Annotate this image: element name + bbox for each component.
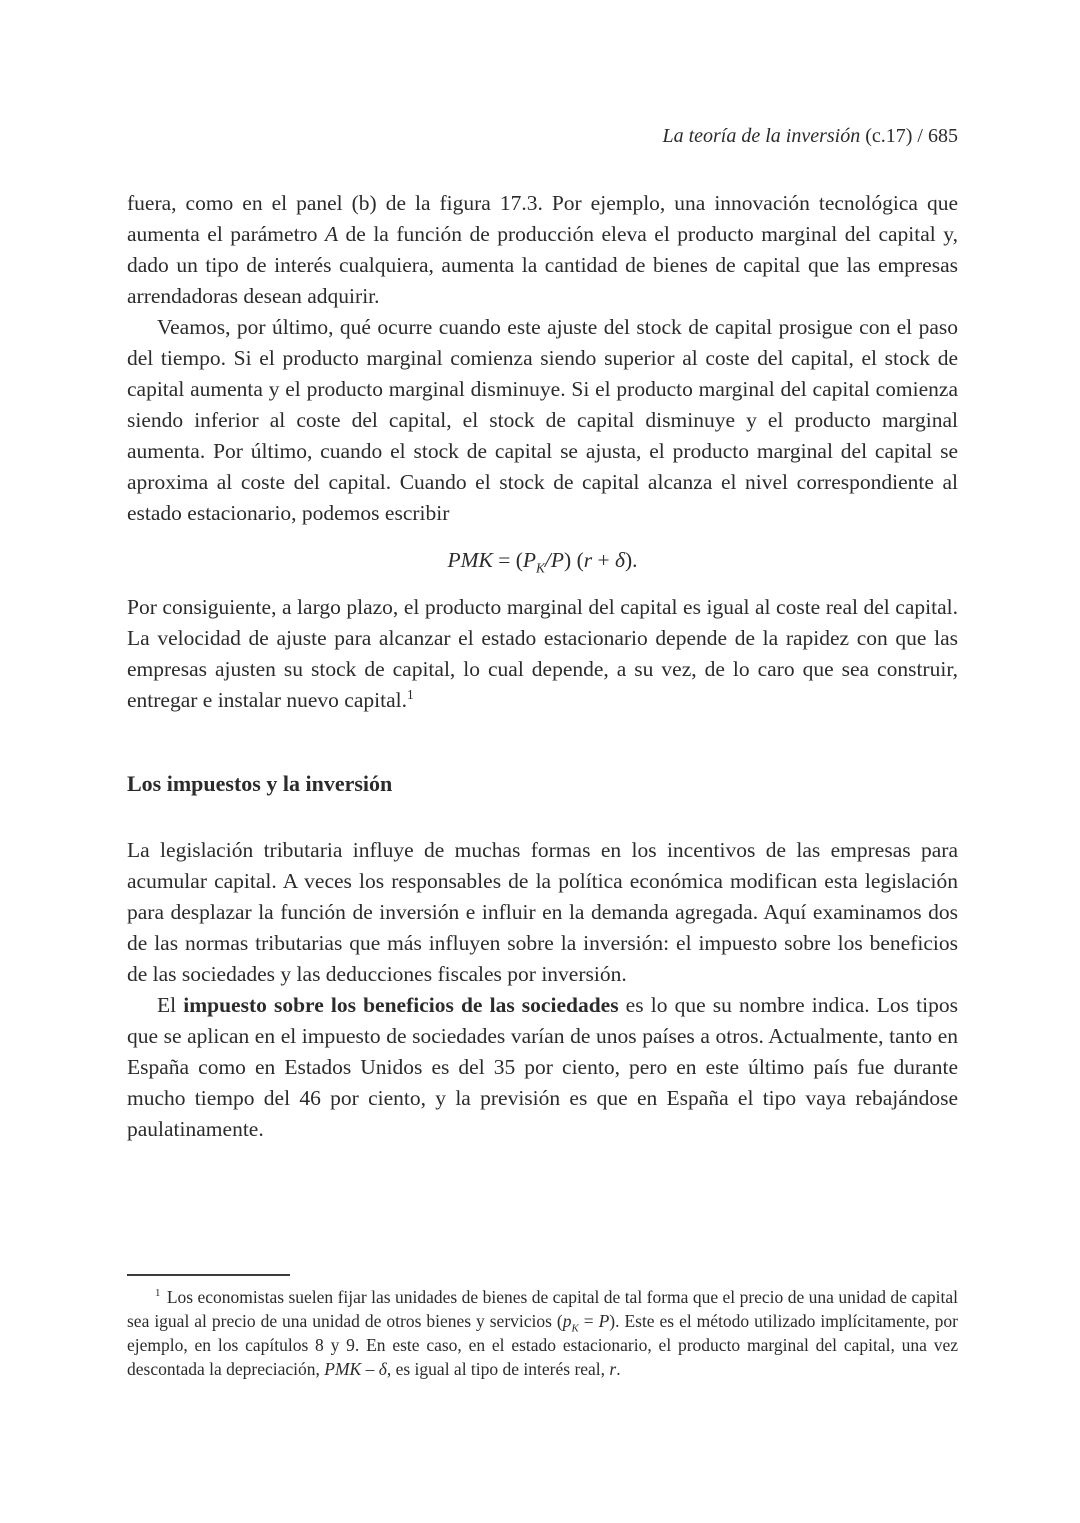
footnote-body (127, 1287, 958, 1379)
text-segment: fuera, como en el panel (b) de la figura 17.3. Por ejemplo, una innovación tecnológica que aumenta el parámetro (127, 191, 958, 246)
text-segment: δ (378, 1359, 387, 1379)
text-segment: p (562, 1311, 572, 1331)
text-segment: Por consiguiente, a largo plazo, el producto marginal del capital es igual al coste real del capital. La velocidad de ajuste para alcanzar el estado estacionario depende de la rapidez con que las empresas ajusten su stock de capital, lo cual depende, a su vez, de lo caro que sea construir, entregar e instalar nuevo capital. (127, 595, 958, 712)
footnote-text (127, 1285, 958, 1381)
paragraph-4 (127, 835, 958, 990)
text-segment: impuesto sobre los beneficios de las sociedades (183, 993, 619, 1017)
text-segment: de la función de producción eleva el producto marginal del capital y, dado un tipo de interés cualquiera, aumenta la cantidad de bienes de capital que las empresas arrendadoras desean adquirir. (127, 222, 958, 308)
text-segment: , es igual al tipo de interés real, (386, 1359, 610, 1379)
text-segment: PMK (447, 548, 493, 572)
running-header (127, 123, 958, 149)
text-segment: PMK (324, 1359, 362, 1379)
text-segment: A (324, 222, 339, 246)
footnote (127, 1274, 958, 1381)
text-segment: es lo que su nombre indica. Los tipos que se aplican en el impuesto de sociedades varían de unos países a otros. Actualmente, tanto en España como en Estados Unidos es del 35 por ciento, pero en este último país fue durante mucho tiempo del 46 por ciento, y la previsión es que en España el tipo vaya rebajándose paulatinamente. (127, 993, 958, 1141)
text-segment: Los economistas suelen fijar las unidades de bienes de capital de tal forma que el precio de una unidad de capital sea igual al precio de una unidad de otros bienes y servicios ( (127, 1287, 958, 1331)
text-segment: – (361, 1359, 379, 1379)
text-segment: = (578, 1311, 599, 1331)
text-segment: ). (625, 548, 638, 572)
running-header-title: La teoría de la inversión (662, 125, 861, 147)
text-segment: ) ( (564, 548, 584, 572)
running-header-page-number: (c.17) / 685 (860, 125, 958, 147)
section-heading: Los impuestos y la inversión (127, 771, 393, 796)
text-segment: δ (615, 548, 625, 572)
paragraph-3 (127, 592, 958, 716)
paragraph-2 (127, 312, 958, 529)
text-segment: Veamos, por último, qué ocurre cuando este ajuste del stock de capital prosigue con el paso del tiempo. Si el producto marginal comienza siendo superior al coste del capital, el stock de capital aumenta y el producto marginal disminuye. Si el producto marginal del capital comienza siendo inferior al coste del capital, el stock de capital disminuye y el producto marginal aumenta. Por último, cuando el stock de capital se ajusta, el producto marginal del capital se aproxima al coste del capital. Cuando el stock de capital alcanza el nivel correspondiente al estado estacionario, podemos escribir (127, 315, 958, 525)
page-body (127, 188, 958, 1145)
text-segment: P (598, 1311, 610, 1331)
text-segment: K (536, 560, 545, 576)
text-segment: r (609, 1359, 617, 1379)
text-segment: P (522, 548, 537, 572)
paragraph-1 (127, 188, 958, 312)
text-segment: El (157, 993, 184, 1017)
text-segment: + (592, 548, 615, 572)
text-segment: r (583, 548, 593, 572)
footnote-divider (127, 1274, 290, 1276)
text-segment: La legislación tributaria influye de muchas formas en los incentivos de las empresas para acumular capital. A veces los responsables de la política económica modifican esta legislación para desplazar la función de inversión e influir en la demanda agregada. Aquí examinamos dos de las normas tributarias que más influyen sobre la inversión: el impuesto sobre los beneficios de las sociedades y las deducciones fiscales por inversión. (127, 838, 958, 986)
text-segment: /P (544, 548, 565, 572)
paragraph-5 (127, 990, 958, 1145)
equation (127, 545, 958, 576)
text-segment: ). Este es el método utilizado implícitamente, por ejemplo, en los capítulos 8 y 9. En este caso, en el estado estacionario, el producto marginal del capital, una vez descontada la depreciación, (127, 1311, 958, 1379)
text-segment: K (571, 1322, 579, 1335)
text-segment: = ( (492, 548, 523, 572)
text-segment: 1 (406, 686, 414, 702)
text-segment: . (616, 1359, 621, 1379)
footnote-marker: 1 (155, 1287, 161, 1300)
